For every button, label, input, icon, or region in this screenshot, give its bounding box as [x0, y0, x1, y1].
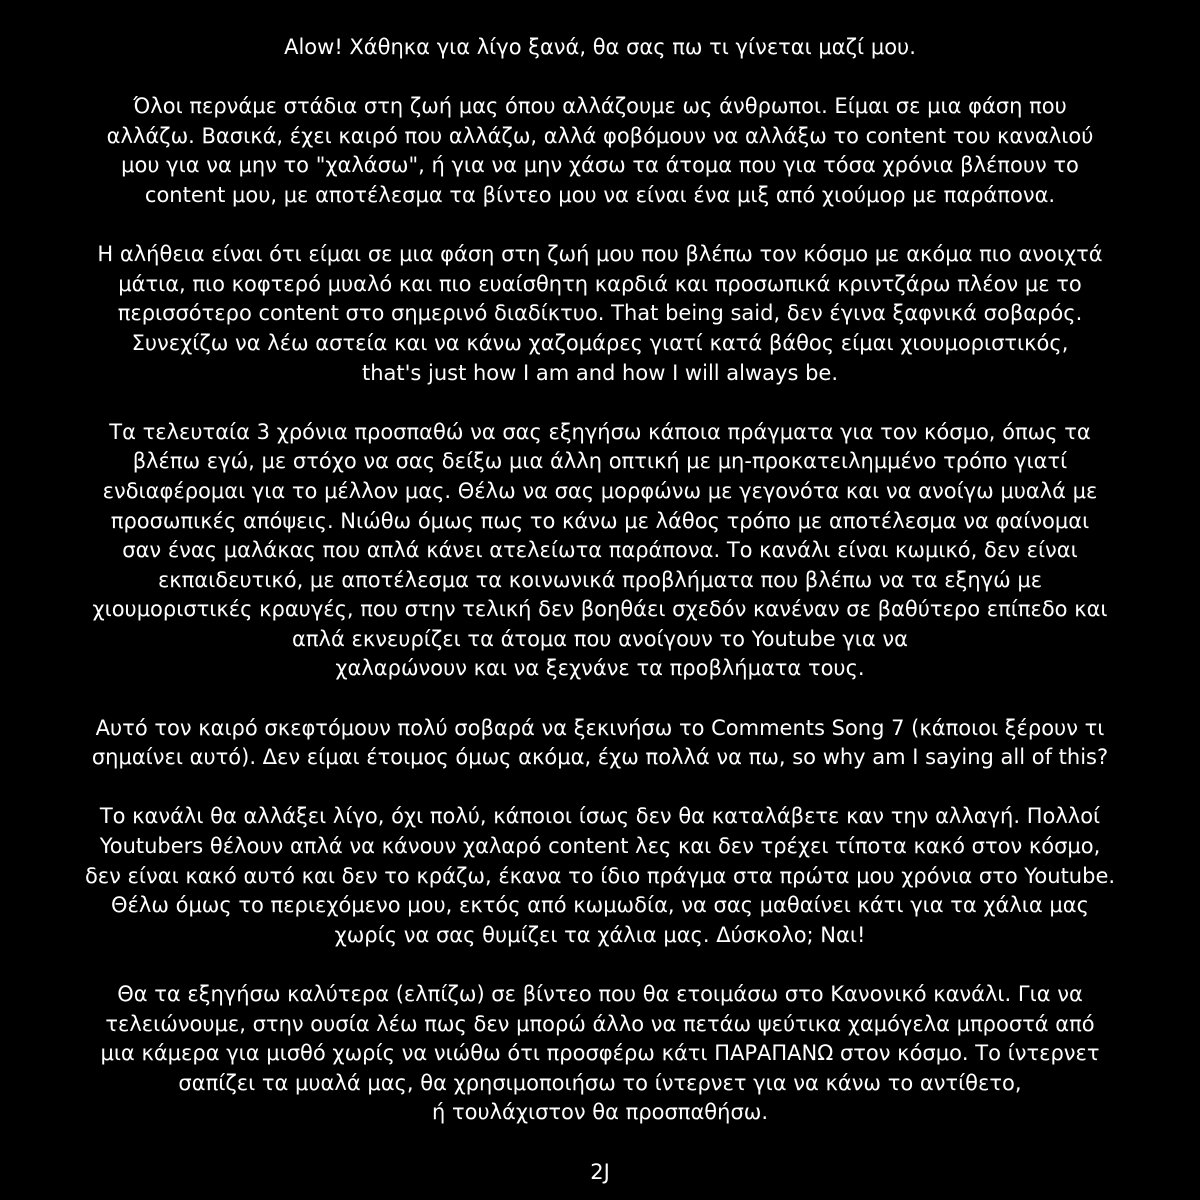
text-line: σημαίνει αυτό). Δεν είμαι έτοιμος όμως ακόμα, έχω πολλά να πω, so why am I saying all of this? — [91, 745, 1109, 770]
text-line: εκπαιδευτικό, με αποτέλεσμα τα κοινωνικά προβλήματα που βλέπω να τα εξηγώ με — [157, 567, 1043, 592]
paragraph — [0, 92, 1200, 210]
text-line: ενδιαφέρομαι για το μέλλον μας. Θέλω να σας μορφώνω με γεγονότα και να ανοίγω μυαλά με — [102, 478, 1098, 503]
text-line: σαν ένας μαλάκας που απλά κάνει ατελείωτα παράπονα. Το κανάλι είναι κωμικό, δεν είναι — [122, 538, 1078, 563]
text-line: Θα τα εξηγήσω καλύτερα (ελπίζω) σε βίντεο που θα ετοιμάσω στο Κανονικό κανάλι. Για να — [117, 982, 1083, 1006]
text-line: βλέπω εγώ, με στόχο να σας δείξω μια άλλη οπτική με μη-προκατειλημμένο τρόπο γιατί — [132, 449, 1068, 474]
text-line: Η αλήθεια είναι ότι είμαι σε μια φάση στη ζωή μου που βλέπω τον κόσμο με ακόμα πιο ανοιχτά — [97, 242, 1103, 267]
text-line: τελειώνουμε, στην ουσία λέω πως δεν μπορώ άλλο να πετάω ψεύτικα χαμόγελα μπροστά από — [105, 1011, 1095, 1036]
text-line: Alow! Χάθηκα για λίγο ξανά, θα σας πω τι γίνεται μαζί μου. — [284, 35, 916, 59]
text-line: μια κάμερα για μισθό χωρίς να νιώθω ότι προσφέρω κάτι ΠΑΡΑΠΑΝΩ στον κόσμο. Το ίντερνετ — [100, 1041, 1100, 1066]
text-line: Youtubers θέλουν απλά να κάνουν χαλαρό content λες και δεν τρέχει τίποτα κακό στον κόσμο, — [99, 834, 1101, 859]
text-line: Τα τελευταία 3 χρόνια προσπαθώ να σας εξηγήσω κάποια πράγματα για τον κόσμο, όπως τα — [109, 419, 1091, 444]
text-line: μου για να μην το "χαλάσω", ή για να μην χάσω τα άτομα που για τόσα χρόνια βλέπουν το — [121, 153, 1079, 178]
text-line: ή τουλάχιστον θα προσπαθήσω. — [431, 1100, 769, 1125]
paragraph — [0, 714, 1200, 773]
paragraph — [0, 980, 1200, 1128]
message-body — [0, 33, 1200, 1128]
text-line: δεν είναι κακό αυτό και δεν το κράζω, έκανα το ίδιο πράγμα στα πρώτα μου χρόνια στο Youtube. — [84, 863, 1116, 888]
paragraph — [0, 802, 1200, 950]
text-line: χωρίς να σας θυμίζει τα χάλια μας. Δύσκολο; Ναι! — [334, 922, 866, 947]
text-line: προσωπικές απόψεις. Νιώθω όμως πως το κάνω με λάθος τρόπο με αποτέλεσμα να φαίνομαι — [110, 508, 1090, 533]
text-line: σαπίζει τα μυαλά μας, θα χρησιμοποιήσω το ίντερνετ για να κάνω το αντίθετο, — [178, 1070, 1022, 1095]
paragraph — [0, 418, 1200, 684]
text-line: content μου, με αποτέλεσμα τα βίντεο μου να είναι ένα μιξ από χιούμορ με παράπονα. — [144, 182, 1056, 207]
text-line: χαλαρώνουν και να ξεχνάνε τα προβλήματα τους. — [335, 656, 865, 681]
text-line: Θέλω όμως το περιεχόμενο μου, εκτός από κωμωδία, να σας μαθαίνει κάτι για τα χάλια μας — [111, 893, 1089, 918]
signature: 2J — [590, 1159, 610, 1184]
text-line: απλά εκνευρίζει τα άτομα που ανοίγουν το Youtube για να — [292, 626, 908, 651]
paragraph — [0, 240, 1200, 388]
text-line: μάτια, πιο κοφτερό μυαλό και πιο ευαίσθητη καρδιά και προσωπικά κριντζάρω πλέον με το — [118, 271, 1082, 296]
paragraph — [0, 33, 1200, 63]
text-line: Συνεχίζω να λέω αστεία και να κάνω χαζομάρες γιατί κατά βάθος είμαι χιουμοριστικός, — [131, 330, 1069, 355]
text-line: Όλοι περνάμε στάδια στη ζωή μας όπου αλλάζουμε ως άνθρωποι. Είμαι σε μια φάση που — [133, 94, 1067, 119]
text-line: Αυτό τον καιρό σκεφτόμουν πολύ σοβαρά να ξεκινήσω το Comments Song 7 (κάποιοι ξέρουν τι — [95, 715, 1105, 740]
text-line: that's just how I am and how I will always be. — [361, 360, 839, 385]
text-line: Το κανάλι θα αλλάξει λίγο, όχι πολύ, κάποιοι ίσως δεν θα καταλάβετε καν την αλλαγή. Πολλοί — [99, 804, 1101, 829]
text-line: χιουμοριστικές κραυγές, που στην τελική δεν βοηθάει σχεδόν κανέναν σε βαθύτερο επίπεδο και — [92, 597, 1108, 622]
text-line: αλλάζω. Βασικά, έχει καιρό που αλλάζω, αλλά φοβόμουν να αλλάξω το content του καναλιού — [106, 123, 1094, 148]
text-line: περισσότερο content στο σημερινό διαδίκτυο. That being said, δεν έγινα ξαφνικά σοβαρός. — [117, 301, 1083, 326]
